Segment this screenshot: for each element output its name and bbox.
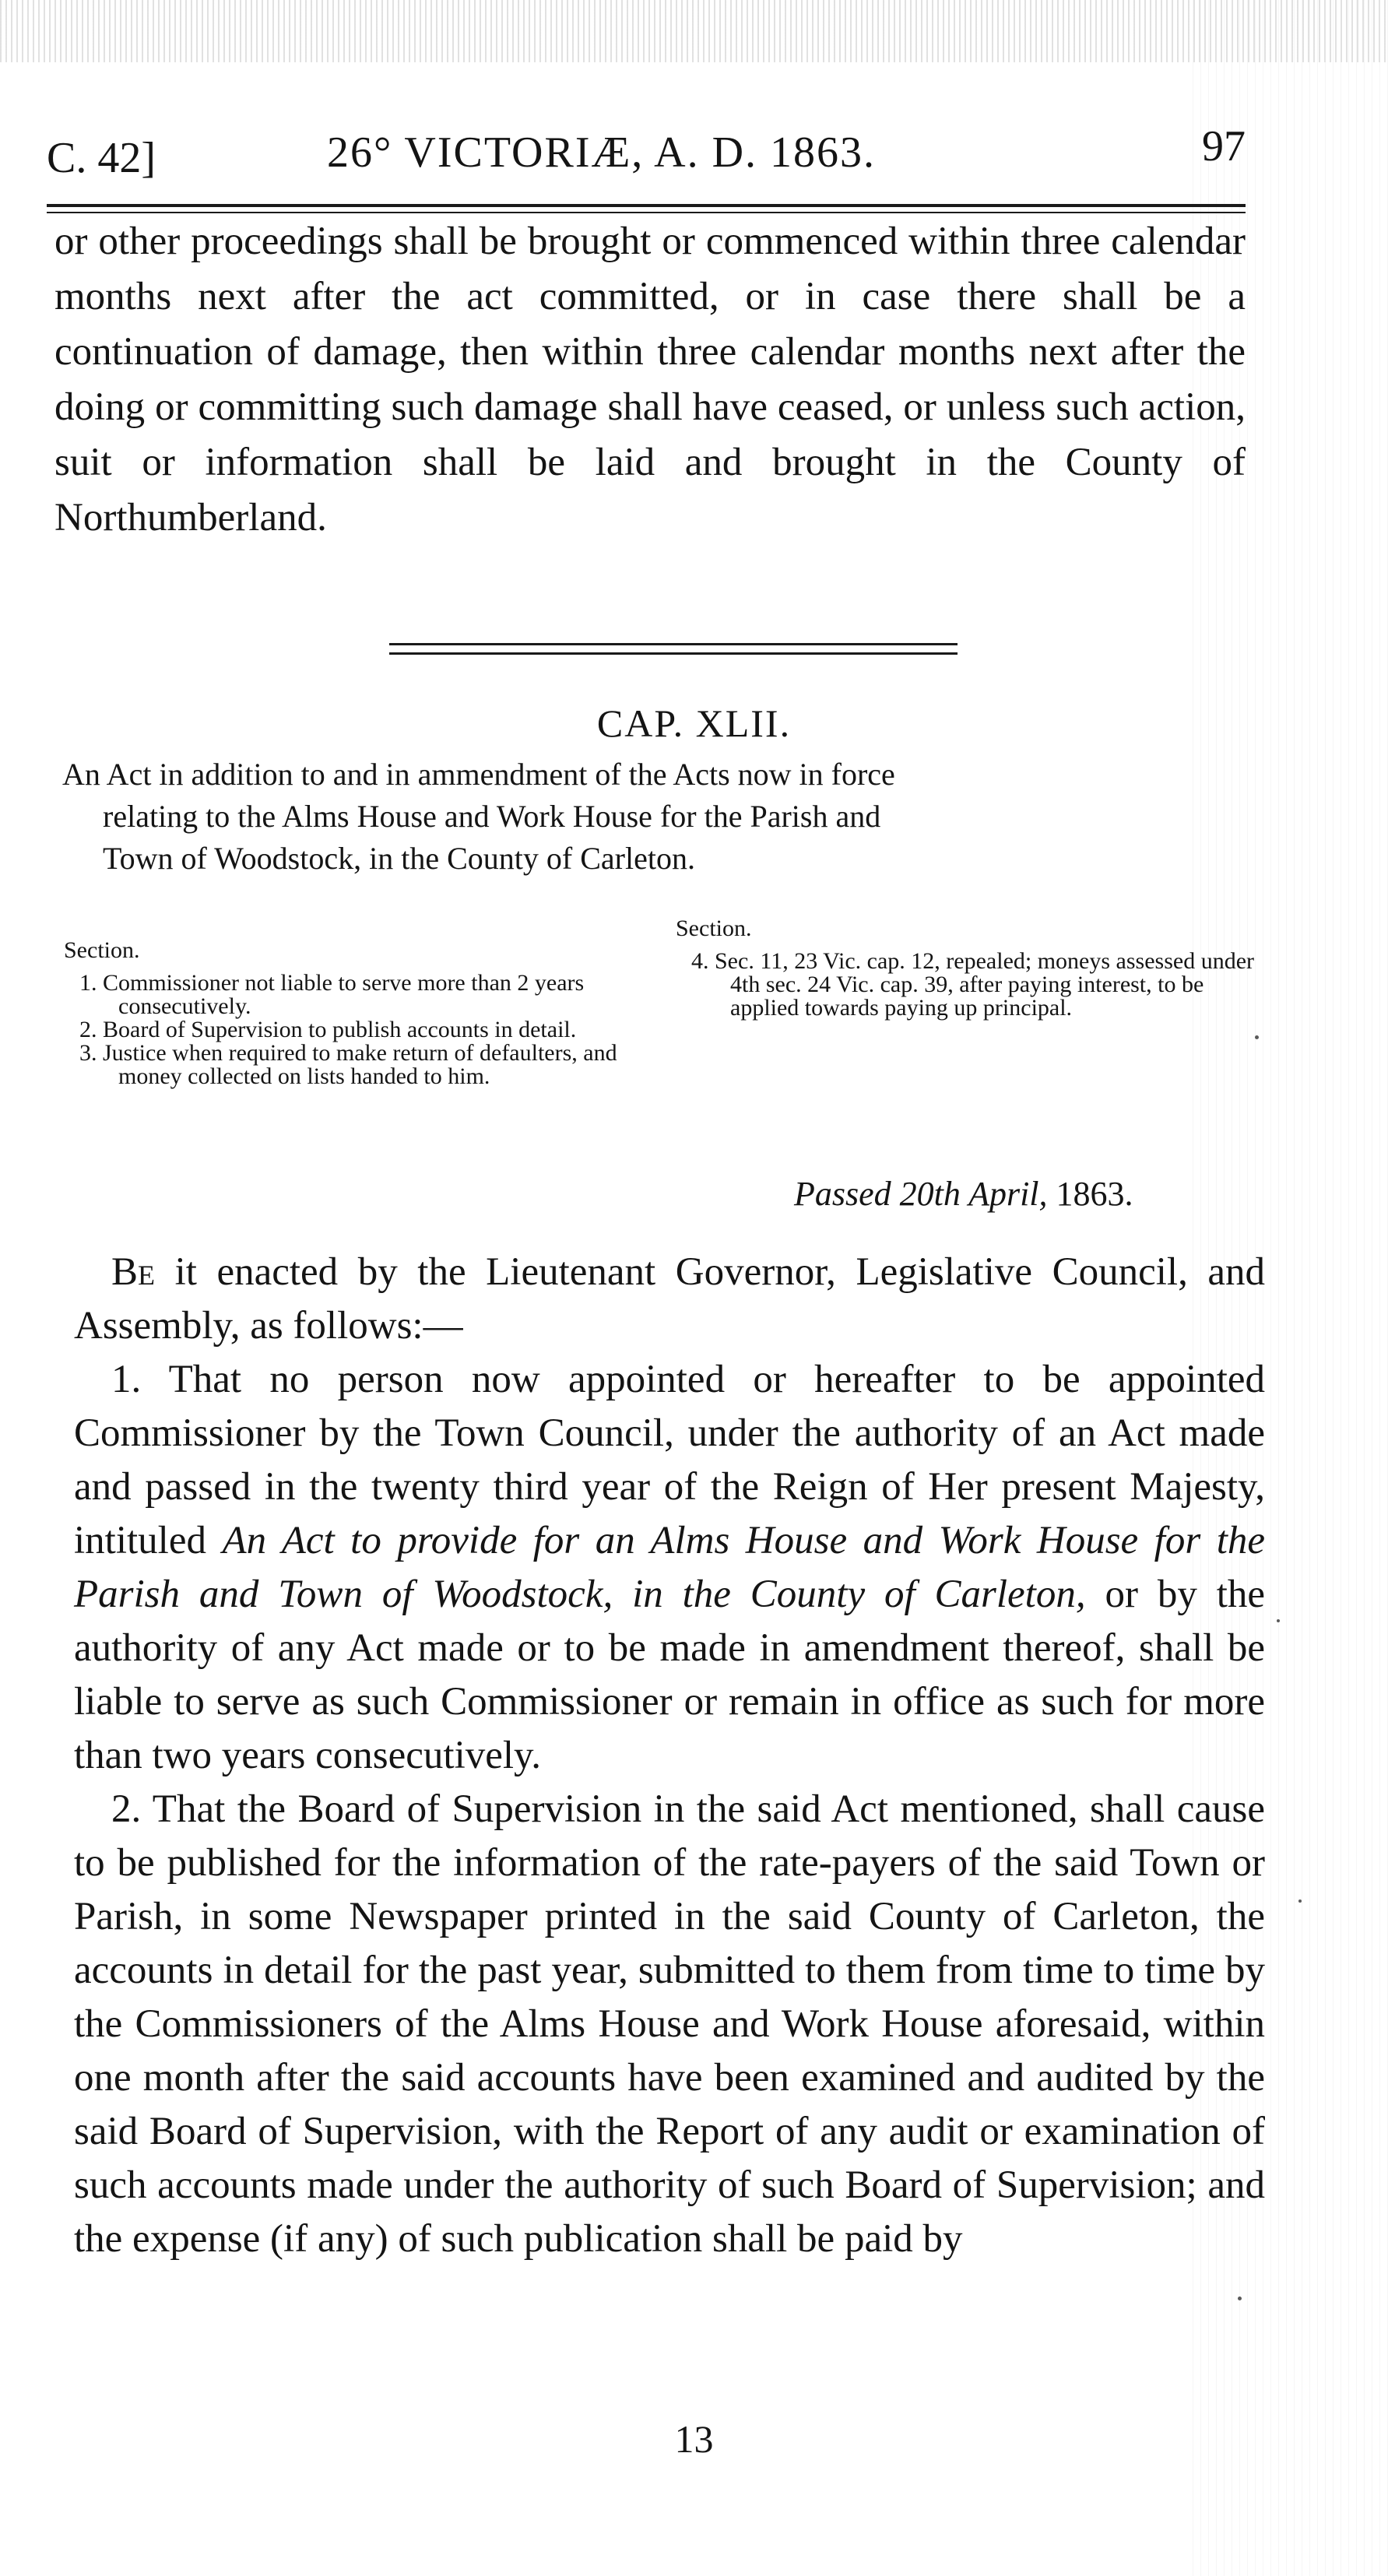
section-summary-item: 1. Commissioner not liable to serve more than 2 years consecutively. bbox=[79, 970, 585, 1019]
passed-year: 1863. bbox=[1056, 1175, 1133, 1213]
clause-1-lead: 1. That no person now appointed or hereafter to be appointed Commissioner by the Town Council, under the authority of an Act made and passed in the twenty third year of the Reign of Her present Majesty, intituled bbox=[74, 1358, 1265, 1562]
ink-speck bbox=[1255, 1035, 1259, 1039]
ink-speck bbox=[1298, 1899, 1302, 1903]
signature-mark: 13 bbox=[674, 2417, 714, 2461]
chapter-heading: CAP. XLII. bbox=[596, 701, 792, 745]
act-title-line: Town of Woodstock, in the County of Carleton. bbox=[103, 841, 695, 876]
section-divider-second bbox=[389, 652, 958, 655]
enacting-first-word: Be bbox=[111, 1250, 156, 1294]
enacting-clause bbox=[74, 1246, 1265, 1353]
section-divider bbox=[389, 643, 958, 645]
scan-edge-noise bbox=[0, 0, 1388, 62]
section-summary-left bbox=[64, 939, 655, 1088]
continuation-paragraph: or other proceedings shall be brought or commenced within three calendar months next after the act committed, or in case there shall be a continuation of damage, then within three calendar months next after the doing or committing such damage shall have ceased, or unless such action, suit or information shall be laid and brought in the County of Northumberland. bbox=[54, 220, 1246, 539]
section-summary-item: 2. Board of Supervision to publish accounts in detail. bbox=[79, 1017, 577, 1042]
section-summary-item: 4. Sec. 11, 23 Vic. cap. 12, repealed; moneys assessed under 4th sec. 24 Vic. cap. 39, after paying interest, to be applied towards paying up principal. bbox=[691, 948, 1255, 1021]
act-title-line: relating to the Alms House and Work House for the Parish and bbox=[103, 799, 881, 834]
chapter-ref: C. 42] bbox=[47, 134, 156, 182]
section-heading: Section. bbox=[64, 937, 140, 963]
act-body bbox=[74, 1246, 1265, 2266]
clause-2: 2. That the Board of Supervision in the said Act mentioned, shall cause to be published for the information of the rate-payers of the said Town or Parish, in some Newspaper printed in the said County of Carleton, the accounts in detail for the past year, submitted to them from time to time by the Commissioners of the Alms House and Work House aforesaid, within one month after the said accounts have been examined and audited by the said Board of Supervision, with the Report of any audit or examination of such accounts made under the authority of such Board of Supervision; and the expense (if any) of such publication shall be paid by bbox=[74, 1787, 1265, 2261]
reign-year: 26° VICTORIÆ, A. D. 1863. bbox=[327, 128, 877, 177]
section-summary-right bbox=[676, 917, 1267, 1020]
page-number: 97 bbox=[1202, 122, 1246, 170]
header-rule bbox=[47, 204, 1246, 207]
act-title bbox=[62, 754, 1261, 880]
header-rule-thin bbox=[47, 212, 1246, 213]
running-header bbox=[47, 117, 1246, 195]
act-title-line: An Act in addition to and in ammendment of the Acts now in force bbox=[62, 757, 895, 792]
enacting-text: it enacted by the Lieutenant Governor, Legislative Council, and Assembly, as follows:— bbox=[74, 1250, 1266, 1348]
section-heading: Section. bbox=[676, 915, 752, 941]
section-summary-item: 3. Justice when required to make return of defaulters, and money collected on lists handed to him. bbox=[79, 1040, 617, 1089]
passed-date bbox=[794, 1174, 1133, 1214]
passed-day: 20th April, bbox=[899, 1175, 1048, 1213]
clause-1 bbox=[74, 1353, 1265, 1783]
ink-speck bbox=[1238, 2297, 1242, 2300]
passed-label: Passed bbox=[794, 1175, 891, 1213]
clause-1-tail: or by the authority of any Act made or to be made in amendment thereof, shall be liable to serve as such Commissioner or remain in office as such for more than two years consecutively. bbox=[74, 1573, 1266, 1777]
clause-1-act-name: An Act to provide for an Alms House and Work House for the Parish and Town of Woodstock, in the County of Carleton, bbox=[74, 1519, 1265, 1616]
ink-speck bbox=[1277, 1619, 1280, 1622]
